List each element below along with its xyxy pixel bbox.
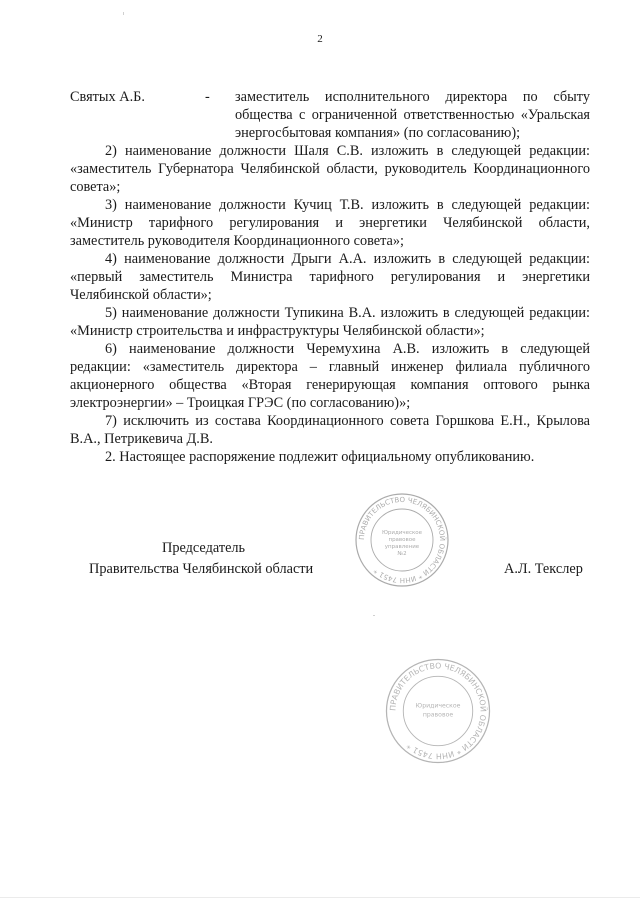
seal-bleed-through-icon: [382, 655, 494, 767]
paragraph-item-5: 5) наименование должности Тупикина В.А. изложить в следующей редакции: «Министр строительства и инфраструктуры Челябинской области»;: [70, 305, 590, 339]
signatory-title-line1: Председатель: [162, 540, 246, 556]
signatory-title-line2: Правительства Челябинской области: [89, 561, 314, 577]
paragraph-publication: 2. Настоящее распоряжение подлежит официальному опубликованию.: [105, 449, 535, 465]
svg-text:правовое: правовое: [388, 537, 416, 543]
svg-text:Юридическое: Юридическое: [415, 702, 461, 710]
member-name: Святых А.Б.: [70, 89, 145, 105]
svg-text:ПРАВИТЕЛЬСТВО ЧЕЛЯБИНСКОЙ ОБЛА: ПРАВИТЕЛЬСТВО ЧЕЛЯБИНСКОЙ ОБЛАСТИ * ИНН 7451 *: [388, 661, 488, 761]
scan-speck: [123, 12, 124, 15]
paragraph-item-7: 7) исключить из состава Координационного совета Горшкова Е.Н., Крылова В.А., Петрикевича Д.В.: [70, 413, 590, 447]
scan-speck: [373, 615, 375, 616]
signature-block: [0, 540, 640, 600]
svg-text:правовое: правовое: [422, 711, 454, 719]
paragraph-item-4: 4) наименование должности Дрыги А.А. изложить в следующей редакции: «первый заместитель Министра тарифного регулирования и энергетики Челябинской области»;: [70, 251, 590, 303]
svg-text:Юридическое: Юридическое: [381, 530, 423, 536]
paragraph-item-6: 6) наименование должности Черемухина А.В. изложить в следующей редакции: «заместитель директора – главный инженер филиала публичного акционерного общества «Вторая генерирующая компания оптового рынка электроэнергии» – Троицкая ГРЭС (по согласованию)»;: [70, 341, 590, 411]
signatory-name: А.Л. Текслер: [504, 561, 583, 577]
member-description: заместитель исполнительного директора по сбыту общества с ограниченной ответственностью «Уральская энергосбытовая компания» (по согласованию);: [235, 89, 590, 141]
svg-text:управление: управление: [384, 544, 420, 550]
official-seal-icon: [352, 490, 452, 590]
document-body: [70, 88, 590, 466]
page-number: 2: [317, 33, 323, 45]
paragraph-item-3: 3) наименование должности Кучиц Т.В. изложить в следующей редакции: «Министр тарифного регулирования и энергетики Челябинской области, заместитель руководителя Координационного совета»;: [70, 197, 590, 249]
scan-edge-line: [0, 897, 640, 898]
member-dash: -: [205, 89, 210, 105]
svg-text:ПРАВИТЕЛЬСТВО ЧЕЛЯБИНСКОЙ ОБЛА: ПРАВИТЕЛЬСТВО ЧЕЛЯБИНСКОЙ ОБЛАСТИ * ИНН 7451 *: [357, 495, 447, 585]
svg-text:№2: №2: [397, 551, 407, 557]
member-entry: [70, 88, 590, 142]
paragraph-item-2: 2) наименование должности Шаля С.В. изложить в следующей редакции: «заместитель Губернатора Челябинской области, руководитель Координационного совета»;: [70, 143, 590, 195]
